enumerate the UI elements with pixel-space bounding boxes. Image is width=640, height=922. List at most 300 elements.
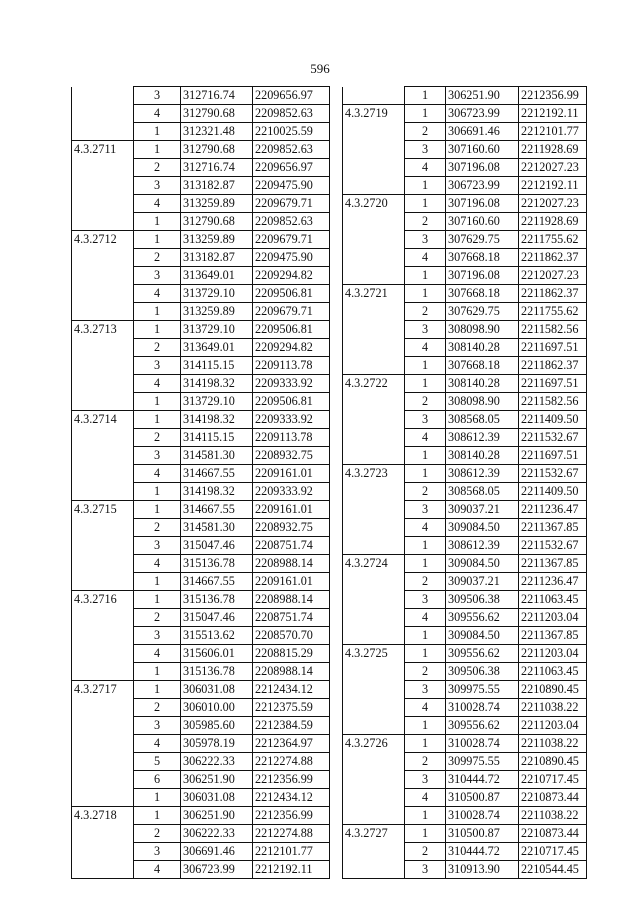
section-cell [72, 573, 134, 591]
x-coordinate-cell: 306691.46 [446, 123, 519, 141]
section-cell [343, 141, 405, 159]
table-row [343, 753, 587, 771]
y-coordinate-cell: 2208815.29 [253, 645, 330, 663]
y-coordinate-cell: 2210890.45 [519, 753, 587, 771]
section-cell [343, 249, 405, 267]
table-row [72, 483, 330, 501]
section-cell [343, 807, 405, 825]
table-row [72, 573, 330, 591]
point-number-cell: 1 [405, 537, 446, 555]
point-number-cell: 2 [405, 483, 446, 501]
y-coordinate-cell: 2210873.44 [519, 789, 587, 807]
x-coordinate-cell: 306691.46 [181, 843, 253, 861]
point-number-cell: 5 [134, 753, 181, 771]
table-row [72, 411, 330, 429]
right-table-body [343, 87, 587, 879]
table-row [72, 591, 330, 609]
y-coordinate-cell: 2212027.23 [519, 195, 587, 213]
table-row [72, 681, 330, 699]
y-coordinate-cell: 2212356.99 [253, 771, 330, 789]
table-row [343, 771, 587, 789]
section-cell [72, 789, 134, 807]
table-row [72, 249, 330, 267]
point-number-cell: 2 [134, 609, 181, 627]
y-coordinate-cell: 2211862.37 [519, 285, 587, 303]
x-coordinate-cell: 313182.87 [181, 249, 253, 267]
point-number-cell: 2 [134, 339, 181, 357]
y-coordinate-cell: 2211532.67 [519, 429, 587, 447]
y-coordinate-cell: 2211697.51 [519, 339, 587, 357]
section-cell [72, 771, 134, 789]
x-coordinate-cell: 307160.60 [446, 213, 519, 231]
table-row [343, 231, 587, 249]
section-cell: 4.3.2721 [343, 285, 405, 303]
table-row [343, 717, 587, 735]
table-row [72, 465, 330, 483]
y-coordinate-cell: 2209475.90 [253, 177, 330, 195]
x-coordinate-cell: 307668.18 [446, 285, 519, 303]
section-cell [72, 861, 134, 879]
x-coordinate-cell: 307629.75 [446, 303, 519, 321]
y-coordinate-cell: 2209333.92 [253, 375, 330, 393]
section-cell [343, 483, 405, 501]
section-cell [343, 87, 405, 105]
table-row [72, 645, 330, 663]
x-coordinate-cell: 306723.99 [446, 105, 519, 123]
table-row [343, 807, 587, 825]
x-coordinate-cell: 310444.72 [446, 843, 519, 861]
y-coordinate-cell: 2211367.85 [519, 555, 587, 573]
section-cell [72, 537, 134, 555]
point-number-cell: 4 [134, 285, 181, 303]
x-coordinate-cell: 307196.08 [446, 195, 519, 213]
y-coordinate-cell: 2212375.59 [253, 699, 330, 717]
table-row [343, 267, 587, 285]
y-coordinate-cell: 2212192.11 [253, 861, 330, 879]
x-coordinate-cell: 309556.62 [446, 717, 519, 735]
point-number-cell: 3 [134, 177, 181, 195]
point-number-cell: 1 [134, 483, 181, 501]
y-coordinate-cell: 2211755.62 [519, 303, 587, 321]
y-coordinate-cell: 2208988.14 [253, 663, 330, 681]
section-cell [343, 627, 405, 645]
y-coordinate-cell: 2211697.51 [519, 375, 587, 393]
section-cell [72, 177, 134, 195]
table-row [343, 573, 587, 591]
section-cell [72, 843, 134, 861]
y-coordinate-cell: 2209852.63 [253, 213, 330, 231]
point-number-cell: 1 [405, 177, 446, 195]
y-coordinate-cell: 2208751.74 [253, 537, 330, 555]
table-row [72, 267, 330, 285]
table-row [343, 285, 587, 303]
section-cell: 4.3.2715 [72, 501, 134, 519]
x-coordinate-cell: 312716.74 [181, 87, 253, 105]
point-number-cell: 3 [134, 537, 181, 555]
point-number-cell: 2 [134, 159, 181, 177]
x-coordinate-cell: 305985.60 [181, 717, 253, 735]
table-row [72, 717, 330, 735]
point-number-cell: 1 [405, 465, 446, 483]
x-coordinate-cell: 309556.62 [446, 645, 519, 663]
section-cell: 4.3.2727 [343, 825, 405, 843]
table-row [343, 87, 587, 105]
point-number-cell: 4 [405, 159, 446, 177]
section-cell: 4.3.2720 [343, 195, 405, 213]
table-row [343, 447, 587, 465]
y-coordinate-cell: 2209506.81 [253, 321, 330, 339]
y-coordinate-cell: 2209294.82 [253, 267, 330, 285]
point-number-cell: 3 [405, 231, 446, 249]
x-coordinate-cell: 313649.01 [181, 339, 253, 357]
y-coordinate-cell: 2208932.75 [253, 447, 330, 465]
point-number-cell: 2 [405, 843, 446, 861]
x-coordinate-cell: 310028.74 [446, 807, 519, 825]
x-coordinate-cell: 308140.28 [446, 339, 519, 357]
point-number-cell: 1 [405, 195, 446, 213]
table-row [343, 681, 587, 699]
y-coordinate-cell: 2209506.81 [253, 285, 330, 303]
point-number-cell: 1 [134, 807, 181, 825]
table-row [72, 447, 330, 465]
section-cell [343, 537, 405, 555]
section-cell: 4.3.2718 [72, 807, 134, 825]
table-row [72, 321, 330, 339]
point-number-cell: 3 [134, 717, 181, 735]
section-cell [343, 663, 405, 681]
point-number-cell: 1 [405, 87, 446, 105]
section-cell [72, 735, 134, 753]
y-coordinate-cell: 2212101.77 [519, 123, 587, 141]
x-coordinate-cell: 310028.74 [446, 735, 519, 753]
table-row [72, 771, 330, 789]
point-number-cell: 2 [134, 699, 181, 717]
table-row [343, 393, 587, 411]
x-coordinate-cell: 313259.89 [181, 303, 253, 321]
x-coordinate-cell: 306010.00 [181, 699, 253, 717]
section-cell [343, 681, 405, 699]
point-number-cell: 1 [405, 825, 446, 843]
x-coordinate-cell: 312790.68 [181, 105, 253, 123]
section-cell [72, 105, 134, 123]
table-row [72, 825, 330, 843]
section-cell [72, 375, 134, 393]
y-coordinate-cell: 2210873.44 [519, 825, 587, 843]
point-number-cell: 3 [405, 681, 446, 699]
table-row [72, 339, 330, 357]
y-coordinate-cell: 2211038.22 [519, 807, 587, 825]
section-cell [343, 843, 405, 861]
section-cell [343, 789, 405, 807]
table-row [72, 753, 330, 771]
section-cell: 4.3.2714 [72, 411, 134, 429]
section-cell [343, 771, 405, 789]
table-row [343, 843, 587, 861]
point-number-cell: 3 [134, 357, 181, 375]
x-coordinate-cell: 314667.55 [181, 465, 253, 483]
section-cell [343, 339, 405, 357]
y-coordinate-cell: 2211063.45 [519, 663, 587, 681]
y-coordinate-cell: 2211582.56 [519, 393, 587, 411]
point-number-cell: 4 [134, 735, 181, 753]
table-row [343, 141, 587, 159]
section-cell [343, 447, 405, 465]
section-cell [343, 501, 405, 519]
x-coordinate-cell: 314198.32 [181, 483, 253, 501]
y-coordinate-cell: 2211038.22 [519, 735, 587, 753]
table-row [343, 357, 587, 375]
section-cell [72, 465, 134, 483]
table-row [72, 609, 330, 627]
x-coordinate-cell: 308612.39 [446, 537, 519, 555]
x-coordinate-cell: 313729.10 [181, 393, 253, 411]
point-number-cell: 1 [405, 447, 446, 465]
y-coordinate-cell: 2211862.37 [519, 357, 587, 375]
y-coordinate-cell: 2211236.47 [519, 501, 587, 519]
section-cell [343, 753, 405, 771]
section-cell [72, 825, 134, 843]
table-row [343, 735, 587, 753]
x-coordinate-cell: 309037.21 [446, 501, 519, 519]
x-coordinate-cell: 312321.48 [181, 123, 253, 141]
y-coordinate-cell: 2211409.50 [519, 411, 587, 429]
point-number-cell: 4 [134, 105, 181, 123]
x-coordinate-cell: 308098.90 [446, 321, 519, 339]
section-cell [72, 609, 134, 627]
point-number-cell: 3 [405, 591, 446, 609]
x-coordinate-cell: 306031.08 [181, 681, 253, 699]
section-cell [72, 483, 134, 501]
x-coordinate-cell: 312790.68 [181, 141, 253, 159]
point-number-cell: 4 [405, 249, 446, 267]
x-coordinate-cell: 309084.50 [446, 519, 519, 537]
left-table-body [72, 87, 330, 879]
table-row [72, 213, 330, 231]
section-cell [343, 591, 405, 609]
table-row [343, 159, 587, 177]
y-coordinate-cell: 2209656.97 [253, 159, 330, 177]
section-cell [72, 87, 134, 105]
x-coordinate-cell: 309975.55 [446, 753, 519, 771]
x-coordinate-cell: 306251.90 [446, 87, 519, 105]
x-coordinate-cell: 306222.33 [181, 753, 253, 771]
section-cell [343, 861, 405, 879]
point-number-cell: 1 [134, 141, 181, 159]
table-row [72, 663, 330, 681]
point-number-cell: 1 [134, 501, 181, 519]
x-coordinate-cell: 306723.99 [181, 861, 253, 879]
section-cell [72, 285, 134, 303]
table-row [343, 591, 587, 609]
point-number-cell: 4 [405, 339, 446, 357]
table-row [343, 339, 587, 357]
x-coordinate-cell: 312790.68 [181, 213, 253, 231]
y-coordinate-cell: 2212027.23 [519, 159, 587, 177]
table-row [343, 411, 587, 429]
point-number-cell: 1 [405, 375, 446, 393]
table-row [343, 825, 587, 843]
point-number-cell: 3 [405, 141, 446, 159]
section-cell [343, 177, 405, 195]
table-row [343, 627, 587, 645]
point-number-cell: 4 [405, 609, 446, 627]
x-coordinate-cell: 307160.60 [446, 141, 519, 159]
table-row [72, 429, 330, 447]
y-coordinate-cell: 2209679.71 [253, 303, 330, 321]
section-cell [343, 411, 405, 429]
table-row [72, 519, 330, 537]
point-number-cell: 1 [134, 591, 181, 609]
y-coordinate-cell: 2209161.01 [253, 573, 330, 591]
table-row [72, 501, 330, 519]
table-row [343, 609, 587, 627]
section-cell [343, 573, 405, 591]
point-number-cell: 2 [405, 393, 446, 411]
table-row [343, 645, 587, 663]
y-coordinate-cell: 2211582.56 [519, 321, 587, 339]
x-coordinate-cell: 306723.99 [446, 177, 519, 195]
table-row [343, 213, 587, 231]
x-coordinate-cell: 314198.32 [181, 375, 253, 393]
point-number-cell: 4 [134, 861, 181, 879]
table-row [72, 87, 330, 105]
table-row [72, 699, 330, 717]
y-coordinate-cell: 2212027.23 [519, 267, 587, 285]
section-cell [72, 123, 134, 141]
y-coordinate-cell: 2212384.59 [253, 717, 330, 735]
x-coordinate-cell: 314581.30 [181, 519, 253, 537]
x-coordinate-cell: 313729.10 [181, 321, 253, 339]
x-coordinate-cell: 307668.18 [446, 249, 519, 267]
x-coordinate-cell: 306251.90 [181, 807, 253, 825]
x-coordinate-cell: 308612.39 [446, 429, 519, 447]
table-row [72, 285, 330, 303]
y-coordinate-cell: 2209113.78 [253, 357, 330, 375]
x-coordinate-cell: 309084.50 [446, 555, 519, 573]
point-number-cell: 1 [405, 267, 446, 285]
x-coordinate-cell: 306251.90 [181, 771, 253, 789]
x-coordinate-cell: 309556.62 [446, 609, 519, 627]
y-coordinate-cell: 2210890.45 [519, 681, 587, 699]
y-coordinate-cell: 2211532.67 [519, 537, 587, 555]
point-number-cell: 2 [405, 753, 446, 771]
point-number-cell: 1 [405, 285, 446, 303]
section-cell [72, 627, 134, 645]
section-cell [343, 609, 405, 627]
y-coordinate-cell: 2211862.37 [519, 249, 587, 267]
point-number-cell: 3 [134, 627, 181, 645]
table-row [72, 555, 330, 573]
y-coordinate-cell: 2210544.45 [519, 861, 587, 879]
x-coordinate-cell: 307668.18 [446, 357, 519, 375]
point-number-cell: 2 [134, 519, 181, 537]
x-coordinate-cell: 308140.28 [446, 447, 519, 465]
point-number-cell: 3 [405, 501, 446, 519]
section-cell [343, 717, 405, 735]
section-cell: 4.3.2726 [343, 735, 405, 753]
point-number-cell: 1 [134, 231, 181, 249]
y-coordinate-cell: 2208988.14 [253, 591, 330, 609]
x-coordinate-cell: 306031.08 [181, 789, 253, 807]
y-coordinate-cell: 2211755.62 [519, 231, 587, 249]
x-coordinate-cell: 312716.74 [181, 159, 253, 177]
point-number-cell: 1 [405, 645, 446, 663]
table-row [72, 789, 330, 807]
right-coordinates-table [342, 86, 587, 879]
point-number-cell: 1 [134, 303, 181, 321]
point-number-cell: 1 [134, 123, 181, 141]
y-coordinate-cell: 2211367.85 [519, 519, 587, 537]
table-row [343, 699, 587, 717]
y-coordinate-cell: 2212192.11 [519, 177, 587, 195]
x-coordinate-cell: 314667.55 [181, 501, 253, 519]
table-row [343, 663, 587, 681]
y-coordinate-cell: 2211203.04 [519, 645, 587, 663]
x-coordinate-cell: 308568.05 [446, 483, 519, 501]
x-coordinate-cell: 310500.87 [446, 825, 519, 843]
point-number-cell: 4 [405, 699, 446, 717]
section-cell [72, 447, 134, 465]
point-number-cell: 1 [134, 393, 181, 411]
section-cell [343, 267, 405, 285]
table-row [72, 393, 330, 411]
section-cell [72, 267, 134, 285]
table-row [72, 807, 330, 825]
point-number-cell: 2 [134, 249, 181, 267]
x-coordinate-cell: 315136.78 [181, 591, 253, 609]
point-number-cell: 4 [134, 195, 181, 213]
y-coordinate-cell: 2209656.97 [253, 87, 330, 105]
x-coordinate-cell: 313259.89 [181, 231, 253, 249]
x-coordinate-cell: 310913.90 [446, 861, 519, 879]
table-row [72, 375, 330, 393]
point-number-cell: 2 [405, 663, 446, 681]
point-number-cell: 1 [405, 555, 446, 573]
section-cell [72, 213, 134, 231]
section-cell: 4.3.2713 [72, 321, 134, 339]
y-coordinate-cell: 2211928.69 [519, 141, 587, 159]
y-coordinate-cell: 2208751.74 [253, 609, 330, 627]
point-number-cell: 2 [405, 303, 446, 321]
x-coordinate-cell: 315136.78 [181, 555, 253, 573]
point-number-cell: 3 [405, 861, 446, 879]
table-row [343, 861, 587, 879]
y-coordinate-cell: 2212274.88 [253, 825, 330, 843]
section-cell [72, 357, 134, 375]
x-coordinate-cell: 310500.87 [446, 789, 519, 807]
y-coordinate-cell: 2210717.45 [519, 843, 587, 861]
x-coordinate-cell: 314581.30 [181, 447, 253, 465]
x-coordinate-cell: 309037.21 [446, 573, 519, 591]
section-cell [72, 753, 134, 771]
section-cell [72, 717, 134, 735]
y-coordinate-cell: 2208988.14 [253, 555, 330, 573]
point-number-cell: 1 [134, 663, 181, 681]
table-row [343, 555, 587, 573]
point-number-cell: 1 [134, 681, 181, 699]
y-coordinate-cell: 2211038.22 [519, 699, 587, 717]
section-cell: 4.3.2723 [343, 465, 405, 483]
section-cell [72, 159, 134, 177]
x-coordinate-cell: 310444.72 [446, 771, 519, 789]
point-number-cell: 3 [134, 87, 181, 105]
y-coordinate-cell: 2212101.77 [253, 843, 330, 861]
y-coordinate-cell: 2212192.11 [519, 105, 587, 123]
table-row [72, 735, 330, 753]
y-coordinate-cell: 2212356.99 [253, 807, 330, 825]
point-number-cell: 3 [134, 267, 181, 285]
point-number-cell: 6 [134, 771, 181, 789]
